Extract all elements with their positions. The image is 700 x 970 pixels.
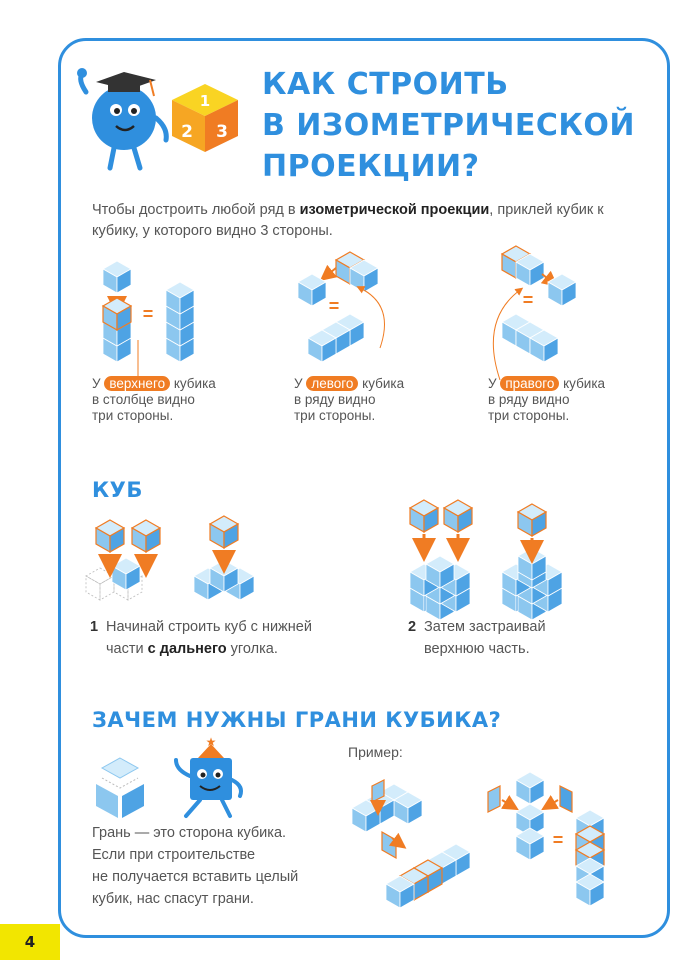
caption-pill: левого (306, 376, 358, 391)
cube-heading: КУБ (92, 478, 143, 502)
example-label: Пример: (348, 744, 403, 760)
caption-post: кубика (173, 376, 216, 391)
mascot-graduate (77, 68, 166, 168)
caption-pre: У (294, 376, 303, 391)
logo-digit: 1 (199, 92, 211, 110)
faces-text-line: кубик, нас спасут грани. (92, 891, 254, 907)
step-text-line-1: Начинай строить куб с нижней (106, 619, 312, 635)
caption-pill: правого (500, 376, 559, 391)
step-text-bold: с дальнего (147, 641, 227, 657)
logo-digit: 3 (216, 122, 228, 142)
intro-text-bold: изометрической проекции (299, 202, 490, 218)
intro-text-before: Чтобы достроить любой ряд в (92, 202, 300, 218)
title-line-2: В ИЗОМЕТРИЧЕСКОЙ (262, 108, 636, 143)
example-a-diagram (352, 780, 470, 908)
caption-line-3: три стороны. (92, 408, 174, 423)
column-diagram (103, 261, 194, 378)
title-line-3: ПРОЕКЦИИ? (262, 149, 480, 184)
caption-right-cube (488, 376, 658, 424)
mascot-square (176, 735, 241, 816)
numbered-cube-icon (172, 84, 238, 152)
caption-left-cube (294, 376, 454, 424)
left-row-diagram (298, 252, 385, 390)
cube-step-1-diagram (86, 516, 254, 600)
caption-pre: У (488, 376, 497, 391)
cube-step-2-diagram (410, 500, 562, 620)
intro-paragraph (92, 200, 652, 242)
step-text-pre: части (106, 641, 148, 657)
caption-post: кубика (362, 376, 405, 391)
caption-line-3: три стороны. (294, 408, 376, 423)
page-number: 4 (0, 924, 60, 960)
caption-post: кубика (563, 376, 606, 391)
step-number: 2 (408, 619, 417, 635)
faces-description (92, 822, 352, 910)
faces-text-line: Если при строительстве (92, 847, 256, 863)
caption-line-2: в ряду видно (488, 392, 570, 407)
cube-faces-diagram (96, 758, 144, 818)
equals-sign: = (142, 304, 154, 324)
logo-digit: 2 (181, 122, 193, 142)
caption-top-cube (92, 376, 252, 424)
caption-line-3: три стороны. (488, 408, 570, 423)
faces-text-line: не получается вставить целый (92, 869, 299, 885)
cube-step-1 (90, 616, 366, 660)
right-row-diagram (493, 246, 576, 380)
step-text-post: уголка. (226, 641, 278, 657)
example-b-diagram (488, 772, 604, 906)
cube-step-2 (408, 616, 624, 660)
equals-sign: = (328, 296, 340, 316)
svg-text:★: ★ (205, 735, 217, 749)
caption-line-2: в столбце видно (92, 392, 195, 407)
caption-pre: У (92, 376, 101, 391)
step-text-line-1: Затем застраивай (424, 619, 546, 635)
equals-sign: = (522, 290, 534, 310)
caption-line-2: в ряду видно (294, 392, 376, 407)
step-number: 1 (90, 619, 99, 635)
title-line-1: КАК СТРОИТЬ (262, 67, 509, 102)
caption-pill: верхнего (104, 376, 170, 391)
faces-heading: ЗАЧЕМ НУЖНЫ ГРАНИ КУБИКА? (92, 708, 502, 732)
step-text-line-2: верхнюю часть. (424, 641, 530, 657)
intro-text-after: , приклей кубик к кубику, у которого видно 3 стороны. (92, 202, 604, 239)
equals-sign: = (552, 830, 564, 850)
faces-text-line: Грань — это сторона кубика. (92, 825, 287, 841)
page-title (262, 64, 642, 187)
